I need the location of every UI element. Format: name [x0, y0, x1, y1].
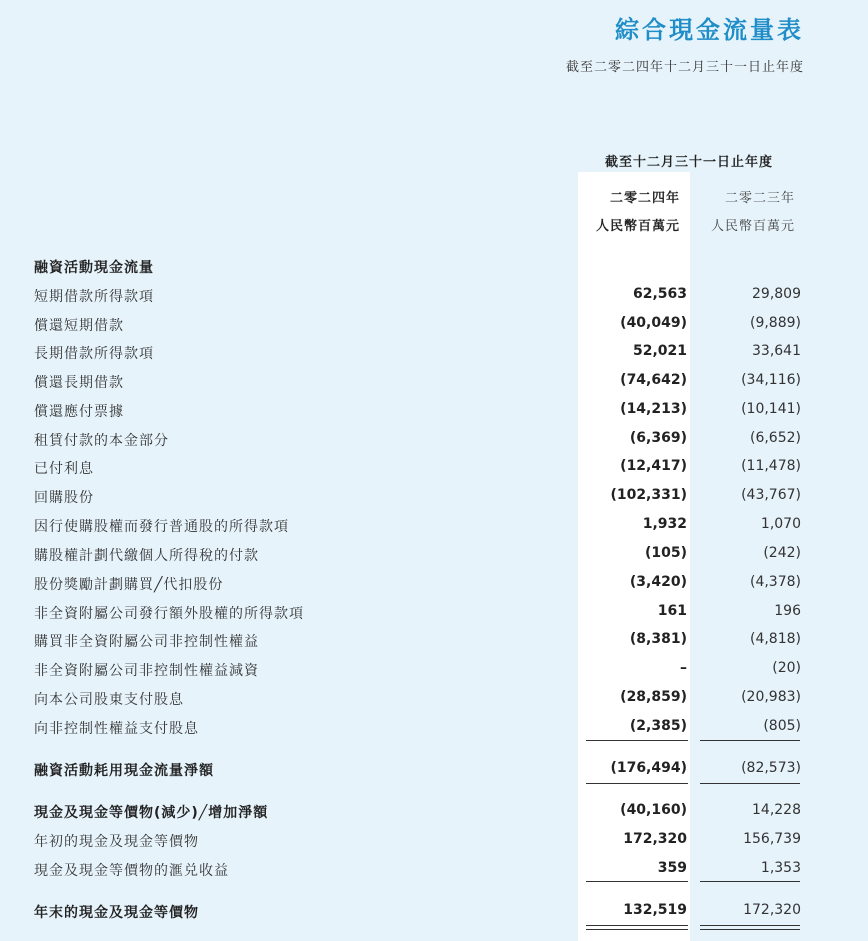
table-row — [0, 401, 868, 423]
table-row — [0, 603, 868, 625]
row-label: 股份獎勵計劃購買╱代扣股份 — [34, 577, 224, 593]
total-rule — [700, 783, 800, 784]
subtotal-rule — [586, 881, 688, 882]
section-header-row — [0, 257, 868, 279]
table-row — [0, 372, 868, 394]
row-label: 償還應付票據 — [34, 404, 124, 420]
subtotal-rule — [700, 881, 800, 882]
table-row — [0, 430, 868, 452]
value-2024: 1,932 — [642, 516, 687, 532]
value-2024: – — [680, 660, 687, 676]
table-row — [0, 718, 868, 740]
section-title: 融資活動現金流量 — [34, 260, 154, 276]
value-2023: (20) — [772, 660, 801, 676]
row-label: 現金及現金等價物的滙兑收益 — [34, 863, 229, 879]
value-2024: (105) — [644, 545, 687, 561]
double-rule-top — [700, 925, 800, 926]
table-row — [0, 487, 868, 509]
row-label: 償還短期借款 — [34, 318, 124, 334]
value-2023: (9,889) — [749, 315, 801, 331]
value-2024: 132,519 — [623, 902, 687, 918]
row-label: 租賃付款的本金部分 — [34, 433, 169, 449]
value-2024: 172,320 — [623, 831, 687, 847]
row-label: 非全資附屬公司發行額外股權的所得款項 — [34, 606, 304, 622]
value-2023: 1,353 — [760, 860, 801, 876]
value-2023: 1,070 — [760, 516, 801, 532]
table-row — [0, 802, 868, 824]
value-2023: 33,641 — [752, 343, 801, 359]
subtotal-rule — [700, 740, 800, 741]
value-2023: 29,809 — [752, 286, 801, 302]
value-2024: 161 — [657, 603, 687, 619]
table-row — [0, 831, 868, 853]
value-2023: 172,320 — [743, 902, 801, 918]
row-label: 非全資附屬公司非控制性權益減資 — [34, 663, 259, 679]
value-2023: (43,767) — [741, 487, 801, 503]
value-2024: (6,369) — [629, 430, 687, 446]
row-label: 現金及現金等價物(減少)╱增加淨額 — [34, 805, 269, 821]
value-2023: (805) — [763, 718, 801, 734]
value-2024: (14,213) — [620, 401, 687, 417]
value-2023: (11,478) — [741, 458, 801, 474]
double-rule-bottom — [700, 929, 800, 930]
prior-unit-header: 人民幣百萬元 — [710, 219, 795, 234]
period-header: 截至十二月三十一日止年度 — [604, 155, 773, 170]
subtotal-rule — [586, 740, 688, 741]
value-2023: (20,983) — [741, 689, 801, 705]
value-2023: (4,818) — [749, 631, 801, 647]
double-rule-bottom — [586, 929, 688, 930]
value-2024: (176,494) — [610, 760, 687, 776]
row-label: 融資活動耗用現金流量淨額 — [34, 763, 214, 779]
value-2023: (4,378) — [749, 574, 801, 590]
statement-subtitle: 截至二零二四年十二月三十一日止年度 — [565, 60, 804, 75]
value-2023: (242) — [763, 545, 801, 561]
table-row — [0, 315, 868, 337]
row-label: 向非控制性權益支付股息 — [34, 721, 199, 737]
table-row — [0, 545, 868, 567]
value-2024: (40,160) — [620, 802, 687, 818]
current-unit-header: 人民幣百萬元 — [595, 219, 680, 234]
value-2023: 196 — [774, 603, 801, 619]
row-label: 年末的現金及現金等價物 — [34, 905, 199, 921]
table-row — [0, 516, 868, 538]
table-row — [0, 286, 868, 308]
value-2024: 52,021 — [632, 343, 687, 359]
row-label: 向本公司股東支付股息 — [34, 692, 184, 708]
double-rule-top — [586, 925, 688, 926]
table-row — [0, 660, 868, 682]
prior-year-header: 二零二三年 — [724, 191, 795, 206]
row-label: 長期借款所得款項 — [34, 346, 154, 362]
year-end-row — [0, 902, 868, 924]
row-label: 年初的現金及現金等價物 — [34, 834, 199, 850]
value-2024: (3,420) — [629, 574, 687, 590]
row-label: 購股權計劃代繳個人所得稅的付款 — [34, 548, 259, 564]
statement-title: 綜合現金流量表 — [615, 16, 804, 44]
total-rule — [586, 783, 688, 784]
value-2023: 14,228 — [752, 802, 801, 818]
value-2024: (12,417) — [620, 458, 687, 474]
value-2023: 156,739 — [743, 831, 801, 847]
table-row — [0, 860, 868, 882]
value-2024: (28,859) — [620, 689, 687, 705]
row-label: 已付利息 — [34, 461, 94, 477]
net-financing-row — [0, 760, 868, 782]
value-2024: (40,049) — [620, 315, 687, 331]
table-row — [0, 574, 868, 596]
row-label: 短期借款所得款項 — [34, 289, 154, 305]
value-2024: 62,563 — [632, 286, 687, 302]
value-2023: (34,116) — [741, 372, 801, 388]
table-row — [0, 458, 868, 480]
value-2024: (8,381) — [629, 631, 687, 647]
current-year-header: 二零二四年 — [609, 191, 680, 206]
value-2023: (6,652) — [749, 430, 801, 446]
value-2023: (10,141) — [741, 401, 801, 417]
value-2024: (74,642) — [620, 372, 687, 388]
value-2024: (2,385) — [629, 718, 687, 734]
table-row — [0, 343, 868, 365]
row-label: 因行使購股權而發行普通股的所得款項 — [34, 519, 289, 535]
table-row — [0, 631, 868, 653]
value-2024: (102,331) — [610, 487, 687, 503]
table-row — [0, 689, 868, 711]
row-label: 償還長期借款 — [34, 375, 124, 391]
row-label: 購買非全資附屬公司非控制性權益 — [34, 634, 259, 650]
row-label: 回購股份 — [34, 490, 94, 506]
value-2024: 359 — [657, 860, 687, 876]
value-2023: (82,573) — [741, 760, 801, 776]
